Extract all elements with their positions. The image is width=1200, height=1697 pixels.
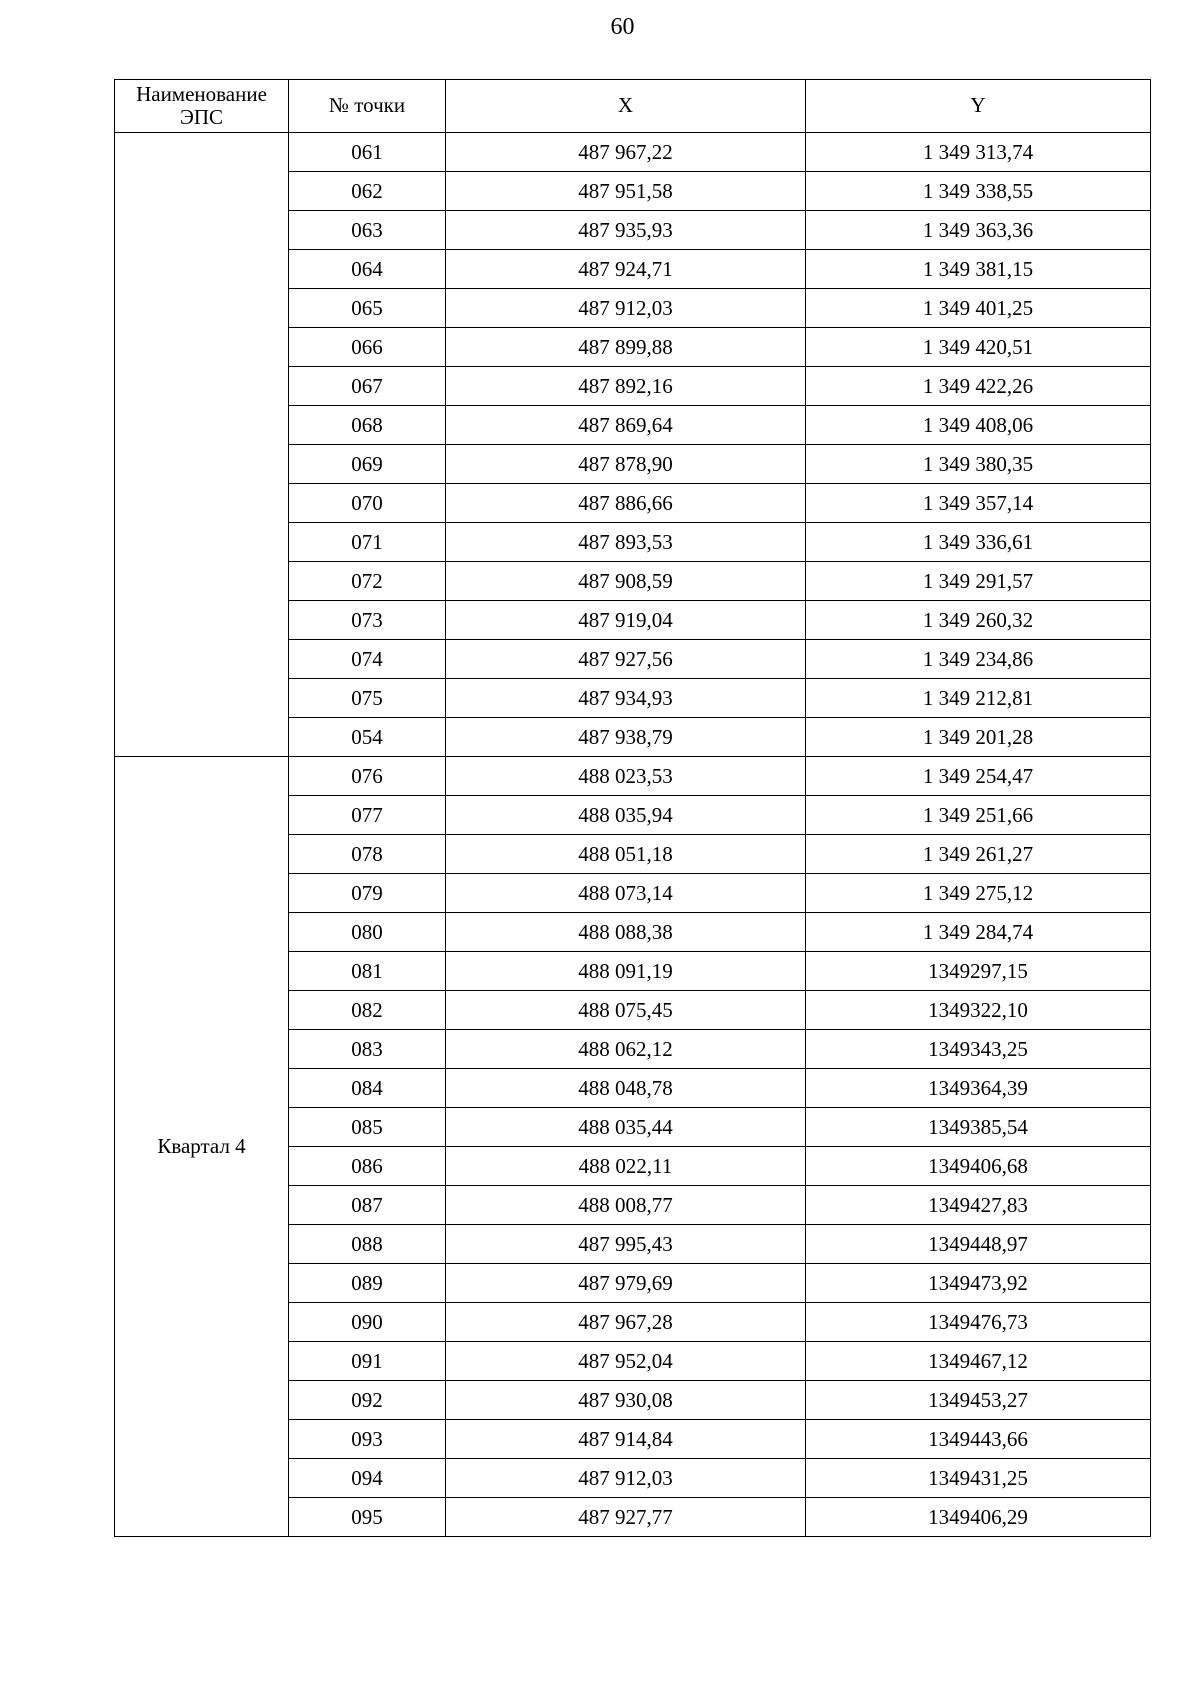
y-coordinate-cell: 1349322,10 [806, 991, 1151, 1030]
x-coordinate-cell: 488 008,77 [446, 1186, 806, 1225]
point-number-cell: 084 [289, 1069, 446, 1108]
point-number-cell: 068 [289, 406, 446, 445]
x-coordinate-cell: 487 899,88 [446, 328, 806, 367]
y-coordinate-cell: 1349443,66 [806, 1420, 1151, 1459]
y-coordinate-cell: 1 349 260,32 [806, 601, 1151, 640]
x-coordinate-cell: 488 091,19 [446, 952, 806, 991]
table-body [115, 133, 1151, 1537]
header-eps-name-line2: ЭПС [179, 105, 224, 129]
x-coordinate-cell: 488 022,11 [446, 1147, 806, 1186]
point-number-cell: 054 [289, 718, 446, 757]
y-coordinate-cell: 1 349 251,66 [806, 796, 1151, 835]
y-coordinate-cell: 1 349 313,74 [806, 133, 1151, 172]
point-number-cell: 070 [289, 484, 446, 523]
point-number-cell: 093 [289, 1420, 446, 1459]
x-coordinate-cell: 487 930,08 [446, 1381, 806, 1420]
header-row [115, 80, 1151, 133]
point-number-cell: 094 [289, 1459, 446, 1498]
x-coordinate-cell: 487 912,03 [446, 1459, 806, 1498]
point-number-cell: 069 [289, 445, 446, 484]
table-header [115, 80, 1151, 133]
eps-name-cell: Квартал 4 [115, 757, 289, 1537]
x-coordinate-cell: 487 979,69 [446, 1264, 806, 1303]
point-number-cell: 062 [289, 172, 446, 211]
point-number-cell: 095 [289, 1498, 446, 1537]
x-coordinate-cell: 487 995,43 [446, 1225, 806, 1264]
y-coordinate-cell: 1 349 363,36 [806, 211, 1151, 250]
x-coordinate-cell: 487 938,79 [446, 718, 806, 757]
point-number-cell: 089 [289, 1264, 446, 1303]
x-coordinate-cell: 487 892,16 [446, 367, 806, 406]
header-eps-name-line1: Наименование [136, 81, 267, 106]
point-number-cell: 081 [289, 952, 446, 991]
y-coordinate-cell: 1 349 212,81 [806, 679, 1151, 718]
y-coordinate-cell: 1349473,92 [806, 1264, 1151, 1303]
table-row [115, 757, 1151, 796]
y-coordinate-cell: 1349427,83 [806, 1186, 1151, 1225]
x-coordinate-cell: 487 924,71 [446, 250, 806, 289]
header-point-number: № точки [289, 80, 446, 133]
x-coordinate-cell: 487 878,90 [446, 445, 806, 484]
y-coordinate-cell: 1349297,15 [806, 952, 1151, 991]
point-number-cell: 061 [289, 133, 446, 172]
x-coordinate-cell: 487 919,04 [446, 601, 806, 640]
y-coordinate-cell: 1349385,54 [806, 1108, 1151, 1147]
x-coordinate-cell: 487 935,93 [446, 211, 806, 250]
y-coordinate-cell: 1349343,25 [806, 1030, 1151, 1069]
point-number-cell: 090 [289, 1303, 446, 1342]
y-coordinate-cell: 1 349 234,86 [806, 640, 1151, 679]
header-eps-name [115, 80, 289, 133]
point-number-cell: 071 [289, 523, 446, 562]
point-number-cell: 080 [289, 913, 446, 952]
y-coordinate-cell: 1 349 420,51 [806, 328, 1151, 367]
header-y: Y [806, 80, 1151, 133]
x-coordinate-cell: 487 869,64 [446, 406, 806, 445]
y-coordinate-cell: 1349364,39 [806, 1069, 1151, 1108]
y-coordinate-cell: 1 349 254,47 [806, 757, 1151, 796]
y-coordinate-cell: 1 349 336,61 [806, 523, 1151, 562]
y-coordinate-cell: 1349476,73 [806, 1303, 1151, 1342]
y-coordinate-cell: 1 349 338,55 [806, 172, 1151, 211]
point-number-cell: 082 [289, 991, 446, 1030]
point-number-cell: 074 [289, 640, 446, 679]
x-coordinate-cell: 488 075,45 [446, 991, 806, 1030]
x-coordinate-cell: 488 048,78 [446, 1069, 806, 1108]
y-coordinate-cell: 1349431,25 [806, 1459, 1151, 1498]
point-number-cell: 072 [289, 562, 446, 601]
y-coordinate-cell: 1 349 275,12 [806, 874, 1151, 913]
table-row [115, 133, 1151, 172]
y-coordinate-cell: 1 349 408,06 [806, 406, 1151, 445]
x-coordinate-cell: 487 952,04 [446, 1342, 806, 1381]
y-coordinate-cell: 1 349 401,25 [806, 289, 1151, 328]
y-coordinate-cell: 1 349 291,57 [806, 562, 1151, 601]
point-number-cell: 087 [289, 1186, 446, 1225]
y-coordinate-cell: 1 349 422,26 [806, 367, 1151, 406]
x-coordinate-cell: 488 062,12 [446, 1030, 806, 1069]
x-coordinate-cell: 487 927,56 [446, 640, 806, 679]
y-coordinate-cell: 1 349 284,74 [806, 913, 1151, 952]
x-coordinate-cell: 488 035,44 [446, 1108, 806, 1147]
x-coordinate-cell: 487 967,22 [446, 133, 806, 172]
x-coordinate-cell: 487 886,66 [446, 484, 806, 523]
y-coordinate-cell: 1 349 380,35 [806, 445, 1151, 484]
y-coordinate-cell: 1349467,12 [806, 1342, 1151, 1381]
point-number-cell: 092 [289, 1381, 446, 1420]
point-number-cell: 091 [289, 1342, 446, 1381]
x-coordinate-cell: 487 908,59 [446, 562, 806, 601]
point-number-cell: 077 [289, 796, 446, 835]
point-number-cell: 079 [289, 874, 446, 913]
header-x: X [446, 80, 806, 133]
point-number-cell: 075 [289, 679, 446, 718]
x-coordinate-cell: 487 893,53 [446, 523, 806, 562]
page-number: 60 [610, 14, 635, 40]
point-number-cell: 085 [289, 1108, 446, 1147]
x-coordinate-cell: 488 073,14 [446, 874, 806, 913]
y-coordinate-cell: 1349406,68 [806, 1147, 1151, 1186]
x-coordinate-cell: 487 967,28 [446, 1303, 806, 1342]
y-coordinate-cell: 1 349 381,15 [806, 250, 1151, 289]
point-number-cell: 083 [289, 1030, 446, 1069]
x-coordinate-cell: 488 088,38 [446, 913, 806, 952]
x-coordinate-cell: 487 912,03 [446, 289, 806, 328]
x-coordinate-cell: 488 023,53 [446, 757, 806, 796]
x-coordinate-cell: 487 914,84 [446, 1420, 806, 1459]
point-number-cell: 078 [289, 835, 446, 874]
y-coordinate-cell: 1 349 261,27 [806, 835, 1151, 874]
point-number-cell: 086 [289, 1147, 446, 1186]
y-coordinate-cell: 1 349 357,14 [806, 484, 1151, 523]
y-coordinate-cell: 1 349 201,28 [806, 718, 1151, 757]
point-number-cell: 073 [289, 601, 446, 640]
y-coordinate-cell: 1349448,97 [806, 1225, 1151, 1264]
x-coordinate-cell: 487 951,58 [446, 172, 806, 211]
coordinates-table [114, 79, 1151, 1537]
eps-name-cell [115, 133, 289, 757]
point-number-cell: 076 [289, 757, 446, 796]
point-number-cell: 088 [289, 1225, 446, 1264]
y-coordinate-cell: 1349453,27 [806, 1381, 1151, 1420]
point-number-cell: 067 [289, 367, 446, 406]
y-coordinate-cell: 1349406,29 [806, 1498, 1151, 1537]
point-number-cell: 066 [289, 328, 446, 367]
x-coordinate-cell: 488 035,94 [446, 796, 806, 835]
x-coordinate-cell: 488 051,18 [446, 835, 806, 874]
x-coordinate-cell: 487 927,77 [446, 1498, 806, 1537]
point-number-cell: 063 [289, 211, 446, 250]
x-coordinate-cell: 487 934,93 [446, 679, 806, 718]
point-number-cell: 065 [289, 289, 446, 328]
point-number-cell: 064 [289, 250, 446, 289]
